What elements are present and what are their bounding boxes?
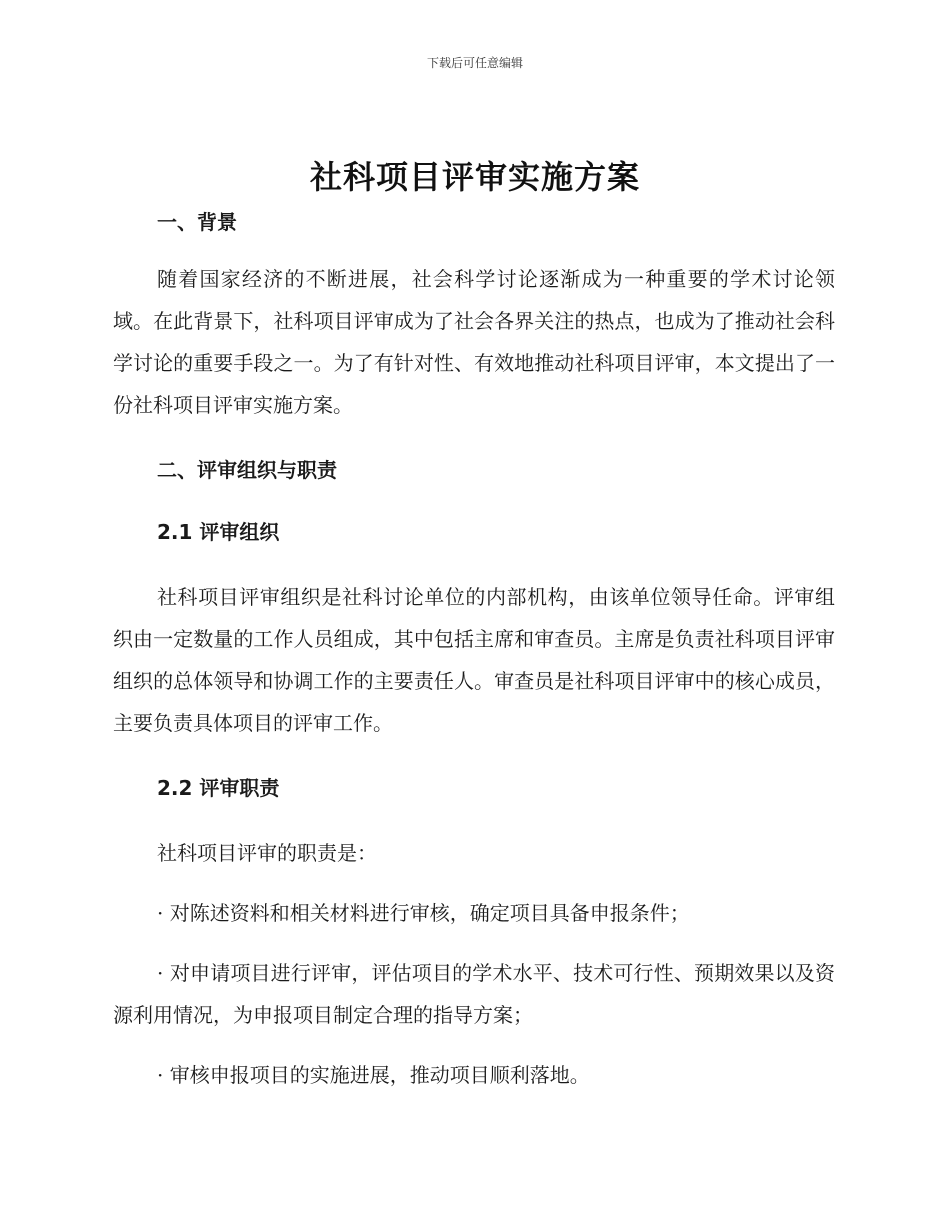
list-item: · 审核申报项目的实施进展，推动项目顺利落地。 [157,1063,590,1087]
paragraph-organization: 社科项目评审组织是社科讨论单位的内部机构，由该单位领导任命。评审组织由一定数量的工作人员组成，其中包括主席和审查员。主席是负责社科项目评审组织的总体领导和协调工作的主要责任人。审查员是社科项目评审中的核心成员，主要负责具体项目的评审工作。 [113,585,835,735]
section-heading-organization: 二、评审组织与职责 [157,458,337,482]
subsection-heading-organization: 2.1 评审组织 [157,520,280,544]
paragraph-duties-intro: 社科项目评审的职责是： [157,841,377,865]
document-title: 社科项目评审实施方案 [309,158,640,196]
document-body [113,204,835,1096]
list-item: · 对陈述资料和相关材料进行审核，确定项目具备申报条件； [157,901,690,925]
section-heading-background: 一、背景 [157,210,237,234]
list-item: · 对申请项目进行评审，评估项目的学术水平、技术可行性、预期效果以及资源利用情况，为申报项目制定合理的指导方案； [113,961,835,1027]
paragraph-background: 随着国家经济的不断进展，社会科学讨论逐渐成为一种重要的学术讨论领域。在此背景下，社科项目评审成为了社会各界关注的热点，也成为了推动社会科学讨论的重要手段之一。为了有针对性、有效地推动社科项目评审，本文提出了一份社科项目评审实施方案。 [113,267,835,417]
subsection-heading-duties: 2.2 评审职责 [157,776,280,800]
header-note: 下载后可任意编辑 [426,56,523,70]
